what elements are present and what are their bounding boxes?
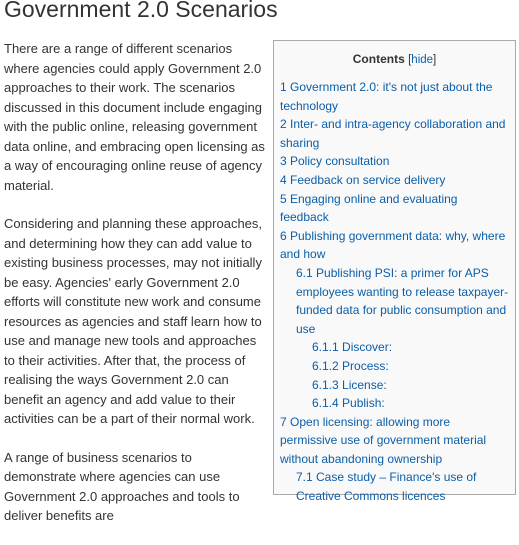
toc-item-5[interactable]: 5 Engaging online and evaluating feedback xyxy=(280,191,458,225)
toc-hide-link[interactable]: hide xyxy=(411,54,434,66)
toc-toggle: [hide] xyxy=(408,54,437,66)
page-title: Government 2.0 Scenarios xyxy=(4,0,278,22)
toc-list xyxy=(280,78,509,506)
toc-item-2[interactable]: 2 Inter- and intra-agency collaboration and sharing xyxy=(280,117,506,150)
toc-header xyxy=(280,50,509,68)
table-of-contents xyxy=(273,40,516,504)
toc-item-4[interactable]: 4 Feedback on service delivery xyxy=(280,172,446,187)
toc-item-3[interactable]: 3 Policy consultation xyxy=(280,154,390,169)
body-paragraph-2: Considering and planning these approaches, and determining how they can add value to existing business processes, may not initially be easy. Agencies' early Government 2.0 efforts will constitute new work and consume resources as agencies and staff learn how to use and manage new tools and approaches to their activities. After that, the process of realising the ways Government 2.0 can benefit an agency and add value to their activities can be a part of their normal work. xyxy=(4,216,263,426)
toc-item-6[interactable]: 6 Publishing government data: why, where and how xyxy=(280,228,506,262)
toc-item-6-1-3[interactable]: 6.1.3 License: xyxy=(312,377,387,392)
toc-item-1[interactable]: 1 Government 2.0: it's not just about the technology xyxy=(280,80,493,113)
toc-title: Contents xyxy=(352,52,405,66)
body-paragraph-3: A range of business scenarios to demonstrate where agencies can use Government 2.0 approaches and tools to deliver benefits are xyxy=(4,449,240,523)
toc-item-7-1[interactable]: 7.1 Case study – Finance's use of Creative Commons licences xyxy=(296,470,477,504)
toc-item-6-1-2[interactable]: 6.1.2 Process: xyxy=(312,358,389,373)
toc-item-6-1-1[interactable]: 6.1.1 Discover: xyxy=(312,340,393,355)
toc-item-6-1-4[interactable]: 6.1.4 Publish: xyxy=(312,396,385,411)
toc-item-6-1[interactable]: 6.1 Publishing PSI: a primer for APS employees wanting to release taxpayer-funded data for public consumption and use xyxy=(296,265,509,336)
toc-item-7[interactable]: 7 Open licensing: allowing more permissive use of government material without abandoning ownership xyxy=(280,414,487,466)
body-paragraph-1: There are a range of different scenarios where agencies could apply Government 2.0 approaches to their work. The scenarios discussed in this document include engaging with the public online, releasing government data online, and embracing open licensing as a way of encouraging online reuse of agency material. xyxy=(4,41,265,193)
article-body xyxy=(4,39,266,545)
